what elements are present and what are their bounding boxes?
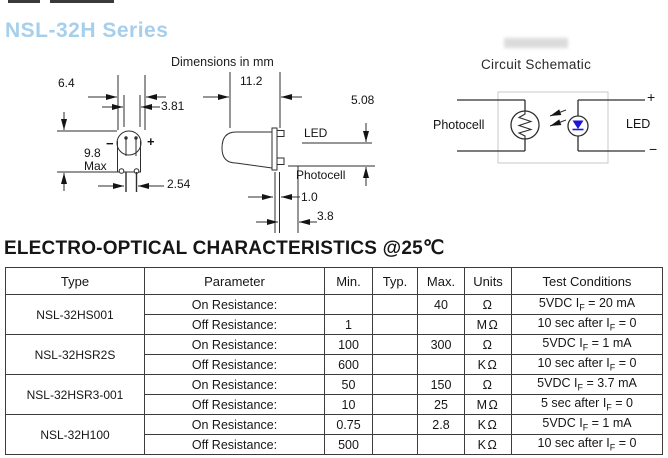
units-cell: Ω xyxy=(465,335,512,355)
table-row xyxy=(6,415,663,435)
dimensions-note: Dimensions in mm xyxy=(171,55,274,69)
units-cell: Ω xyxy=(465,295,512,315)
test-conditions-cell: 5VDC $I_F = 1$ mA xyxy=(512,415,663,435)
side-flange xyxy=(272,128,277,170)
table-row xyxy=(6,375,663,395)
dim-label-height-qualifier: Max xyxy=(84,159,107,173)
parameter-cell: On Resistance: xyxy=(145,375,325,395)
dim-label-side-width: 11.2 xyxy=(240,74,263,88)
page-title: NSL-32H Series xyxy=(5,19,169,42)
type-cell: NSL-32HS001 xyxy=(6,295,145,335)
subscript-f: F xyxy=(579,302,585,313)
units-cell: KΩ xyxy=(465,435,512,455)
type-cell: NSL-32HSR3-001 xyxy=(6,375,145,415)
units-cell: MΩ xyxy=(465,395,512,415)
typ-cell xyxy=(373,295,418,315)
type-cell: NSL-32H100 xyxy=(6,415,145,455)
max-cell xyxy=(418,435,465,455)
column-header-typ: Typ. xyxy=(373,268,418,295)
parameter-cell: Off Resistance: xyxy=(145,435,325,455)
subscript-f: F xyxy=(606,402,612,413)
test-conditions-cell: 10 sec after $I_F = 0$ xyxy=(512,315,663,335)
dim-label-lead-pitch: 2.54 xyxy=(167,177,191,191)
front-body xyxy=(118,141,141,172)
units-cell: Ω xyxy=(465,375,512,395)
front-internal-electrodes xyxy=(126,139,136,156)
min-cell: 1 xyxy=(325,315,373,335)
parameter-cell: Off Resistance: xyxy=(145,355,325,375)
table-header-row xyxy=(6,268,663,295)
electro-optical-characteristics-table xyxy=(5,267,663,455)
dim-label-body-width: 6.4 xyxy=(58,76,75,90)
column-header-parameter: Parameter xyxy=(145,268,325,295)
dim-label-height: 9.8 xyxy=(84,146,101,160)
subscript-f: F xyxy=(582,422,589,433)
max-cell: 40 xyxy=(418,295,465,315)
test-conditions-cell: 5VDC $I_F = 20$ mA xyxy=(512,295,663,315)
dim-label-lead-offset: 5.08 xyxy=(351,93,375,107)
min-cell: 100 xyxy=(325,335,373,355)
parameter-cell: Off Resistance: xyxy=(145,315,325,335)
column-header-test-conditions: Test Conditions xyxy=(512,268,663,295)
min-cell: 0.75 xyxy=(325,415,373,435)
led-lead-label: LED xyxy=(304,126,328,140)
max-cell: 150 xyxy=(418,375,465,395)
scan-artifact-bar xyxy=(50,0,114,3)
column-header-max: Max. xyxy=(418,268,465,295)
dim-label-lead-spacing: 3.8 xyxy=(317,209,334,223)
front-leads xyxy=(126,172,137,192)
max-cell: 25 xyxy=(418,395,465,415)
test-conditions-cell: 10 sec after $I_F = 0$ xyxy=(512,435,663,455)
light-arrow xyxy=(550,120,566,126)
test-conditions-cell: 5VDC $I_F = 3.7$ mA xyxy=(512,375,663,395)
test-conditions-cell: 5VDC $I_F = 1$ mA xyxy=(512,335,663,355)
schematic-minus-terminal: − xyxy=(649,141,658,157)
scan-artifact-bar xyxy=(8,0,40,3)
column-header-min: Min. xyxy=(325,268,373,295)
test-conditions-cell: 10 sec after $I_F = 0$ xyxy=(512,355,663,375)
minus-polarity-label: − xyxy=(106,136,114,151)
photocell-zigzag xyxy=(519,111,531,139)
min-cell: 10 xyxy=(325,395,373,415)
typ-cell xyxy=(373,395,418,415)
light-arrow xyxy=(550,110,566,116)
front-lens-circle xyxy=(117,131,141,155)
parameter-cell: Off Resistance: xyxy=(145,395,325,415)
column-header-units: Units xyxy=(465,268,512,295)
side-photocell-tab xyxy=(277,158,284,165)
scan-artifact-smudge xyxy=(504,38,568,48)
min-cell: 500 xyxy=(325,435,373,455)
min-cell: 600 xyxy=(325,355,373,375)
section-heading: ELECTRO-OPTICAL CHARACTERISTICS @25℃ xyxy=(4,238,445,259)
table-row xyxy=(6,295,663,315)
typ-cell xyxy=(373,335,418,355)
typ-cell xyxy=(373,415,418,435)
side-led-tab xyxy=(277,131,284,137)
schematic-photocell-label: Photocell xyxy=(433,118,485,132)
units-cell: KΩ xyxy=(465,415,512,435)
subscript-f: F xyxy=(577,382,583,393)
units-cell: KΩ xyxy=(465,355,512,375)
parameter-cell: On Resistance: xyxy=(145,335,325,355)
schematic-led-label: LED xyxy=(626,117,651,131)
units-cell: MΩ xyxy=(465,315,512,335)
schematic-title: Circuit Schematic xyxy=(481,57,592,72)
photocell-symbol xyxy=(511,111,539,139)
schematic-plus-terminal: + xyxy=(647,89,656,105)
subscript-f: F xyxy=(582,342,589,353)
parameter-cell: On Resistance: xyxy=(145,295,325,315)
plus-polarity-label: + xyxy=(147,134,155,149)
schematic-outline-box xyxy=(498,92,608,163)
led-diode-triangle xyxy=(573,121,584,130)
side-leads xyxy=(275,166,298,233)
type-cell: NSL-32HSR2S xyxy=(6,335,145,375)
max-cell: 2.8 xyxy=(418,415,465,435)
typ-cell xyxy=(373,435,418,455)
subscript-f: F xyxy=(609,322,616,333)
test-conditions-cell: 5 sec after $I_F = 0$ xyxy=(512,395,663,415)
subscript-f: F xyxy=(609,362,616,373)
parameter-cell: On Resistance: xyxy=(145,415,325,435)
dim-label-lead-thickness: 1.0 xyxy=(301,190,318,204)
led-symbol-circle xyxy=(568,116,588,136)
front-extension-lines xyxy=(118,75,145,130)
table-row xyxy=(6,335,663,355)
max-cell xyxy=(418,355,465,375)
typ-cell xyxy=(373,355,418,375)
max-cell: 300 xyxy=(418,335,465,355)
min-cell: 50 xyxy=(325,375,373,395)
min-cell xyxy=(325,295,373,315)
photocell-lead-label: Photocell xyxy=(296,168,346,182)
column-header-type: Type xyxy=(6,268,145,295)
typ-cell xyxy=(373,375,418,395)
typ-cell xyxy=(373,315,418,335)
max-cell xyxy=(418,315,465,335)
dim-label-inner-width: 3.81 xyxy=(161,99,185,113)
subscript-f: F xyxy=(609,442,616,453)
side-body xyxy=(222,132,272,168)
